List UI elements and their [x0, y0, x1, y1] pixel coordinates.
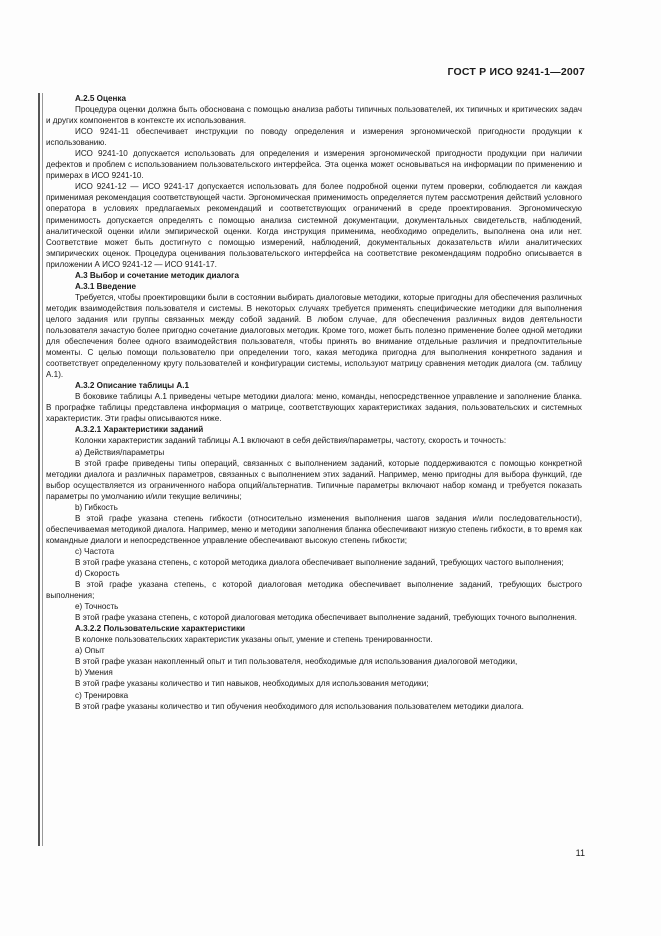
list-item: d) Скорость: [75, 569, 120, 579]
section-heading: А.3.1 Введение: [75, 281, 137, 291]
list-item: b) Гибкость: [75, 502, 118, 512]
section-heading: А.3.2.1 Характеристики заданий: [75, 425, 204, 435]
paragraph: В этой графе указана степень, с которой диалоговая методика обеспечивает выполнение заданий, требующих точного выполнения.: [75, 613, 577, 623]
change-bar: [38, 93, 40, 846]
paragraph: ИСО 9241-12 — ИСО 9241-17 допускается использовать для более подробной оценки путем проверки, соблюдается ли каждая применимая рекомендация соответствующей части. Эргономическая применимость определяется путем рассмотрения действий условного оператора в условиях предлагаемых рекомендаций и соответствующих ограничений в среде проектирования. Эргономическую применимость допускается определять с помощью анализа системной документации, документальных свидетельств, наблюдений, аналитической оценки и/или эмпирической оценки. Когда инструкция применима, необходимо определить, выполнена она или нет. Соответствие может быть достигнуто с помощью измерений, наблюдений, документальных доказательств и/или аналитических эмпирических оценок. Процедура оценивания пользовательского интерфейса на соответствие рекомендациям подробно описывается в приложении А ИСО 9241-12 — ИСО 9141-17.: [46, 182, 582, 269]
paragraph: В этой графе указана степень, с которой методика диалога обеспечивает выполнение заданий, требующих частого выполнения;: [75, 557, 564, 567]
section-heading: А.3.2.2 Пользовательские характеристики: [75, 624, 246, 634]
body-text: [46, 93, 582, 712]
paragraph: В этой графе указаны количество и тип навыков, необходимых для использования методики;: [75, 679, 429, 689]
list-item: a) Опыт: [75, 646, 105, 656]
section-heading: А.2.5 Оценка: [75, 94, 127, 103]
paragraph: В этой графе указана степень, с которой диалоговая методика обеспечивает выполнение заданий, требующих быстрого выполнения;: [46, 580, 582, 601]
paragraph: В этой графе указана степень гибкости (относительно изменения выполнения шагов задания и/или последовательности), обеспечиваемая методикой диалога. Например, меню и методики заполнения бланка обеспечивают низкую степень гибкости, в то время как командные диалоги и непосредственное управление обеспечивают высокую степень гибкости;: [46, 513, 582, 545]
paragraph: В боковике таблицы А.1 приведены четыре методики диалога: меню, команды, непосредственное управление и заполнение бланка. В прографке таблицы представлена информация о матрице, соответствующих характеристиках задания, пользовательских и системных характеристик. Эти графы описываются ниже.: [46, 392, 582, 424]
paragraph: ИСО 9241-10 допускается использовать для определения и измерения эргономической пригодности продукции при наличии дефектов и проблем с использованием пользовательского интерфейса. Эта оценка может основываться на информации по применению и примерах в ИСО 9241-10.: [46, 149, 582, 181]
change-bar-thin: [42, 93, 43, 846]
paragraph: В колонке пользовательских характеристик указаны опыт, умение и степень тренированности.: [75, 635, 433, 645]
paragraph: В этой графе указан накопленный опыт и тип пользователя, необходимые для использования диалоговой методики,: [75, 657, 518, 667]
paragraph: Требуется, чтобы проектировщики были в состоянии выбирать диалоговые методики, которые пригодны для обеспечения различных методик взаимодействия пользователя и системы. В некоторых случаях требуется применять специфические методики для выполнения целого задания или группы связанных между собой заданий. В любом случае, для обеспечения различных видов деятельности пользователя зачастую более пригодно сочетание диалоговых методик. Кроме того, может быть полезно применение более одной методики для обеспечения более одного взаимодействия пользователя, чтобы принять во внимание отдельные различия и предпочтительные моменты. С целью помощи пользователю при определении того, какая методика пригодна для выполнения конкретного задания и соответствует определенному кругу пользователей и конфигурации системы, используют матрицу сравнения методик диалога (см. таблицу А.1).: [46, 292, 582, 380]
paragraph: В этой графе указаны количество и тип обучения необходимого для использования пользователем методики диалога.: [75, 701, 524, 711]
list-item: e) Точность: [75, 602, 119, 612]
list-item: b) Умения: [75, 668, 113, 678]
paragraph: В этой графе приведены типы операций, связанных с выполнением заданий, которые поддерживаются с помощью конкретной методики диалога и различных параметров, связанных с выполнением этих заданий. Например, меню пригодны для выбора функций, где выбор осуществляется из ограниченного набора опций/альтернатив. Типичные параметры включают набор команд и требуется показать параметры по умолчанию и/или текущие величины;: [46, 458, 582, 501]
paragraph: Процедура оценки должна быть обоснована с помощью анализа работы типичных пользователей, их типичных и критических задач и других компонентов в контексте их использования.: [46, 105, 582, 126]
paragraph: Колонки характеристик заданий таблицы А.1 включают в себя действия/параметры, частоту, скорость и точность:: [75, 436, 507, 446]
page-header: ГОСТ Р ИСО 9241-1—2007: [447, 66, 585, 78]
list-item: a) Действия/параметры: [75, 447, 165, 457]
page-number: 11: [575, 848, 585, 858]
list-item: c) Тренировка: [75, 690, 129, 700]
paragraph: ИСО 9241-11 обеспечивает инструкции по поводу определения и измерения эргономической пригодности продукции к использованию.: [46, 127, 582, 148]
section-heading: А.3 Выбор и сочетание методик диалога: [75, 270, 239, 280]
section-heading: А.3.2 Описание таблицы А.1: [75, 381, 190, 391]
list-item: c) Частота: [75, 546, 115, 556]
